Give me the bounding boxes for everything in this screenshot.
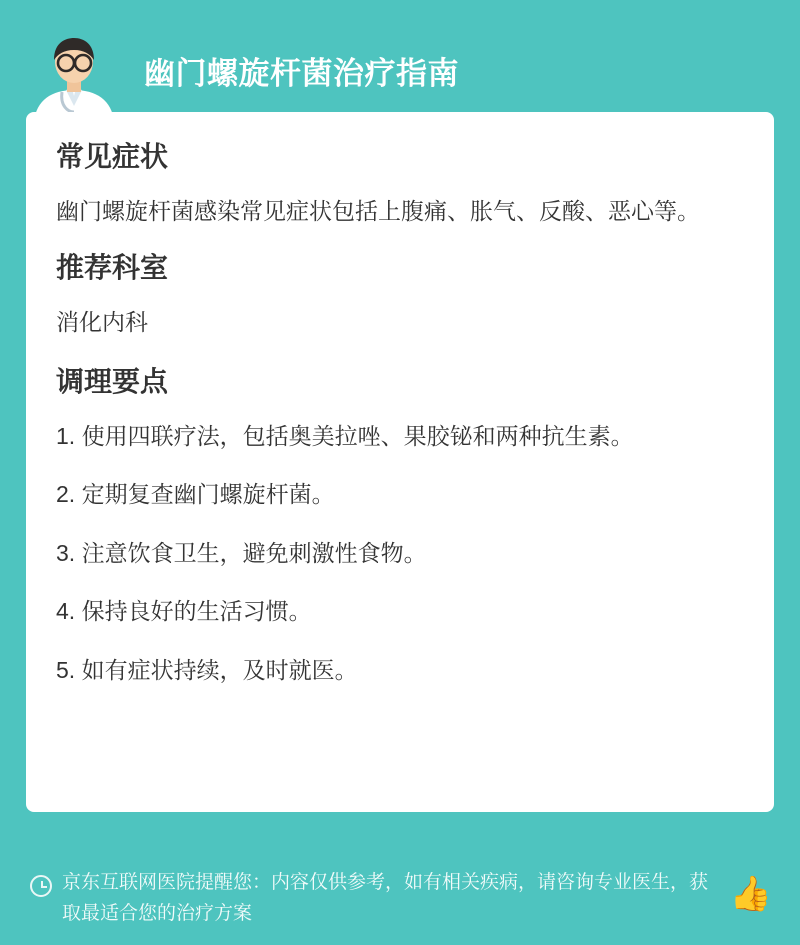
footer-disclaimer-bar <box>0 845 800 945</box>
doctor-avatar-icon <box>26 26 122 122</box>
section-heading-care-tips: 调理要点 <box>56 366 169 398</box>
thumbs-up-icon[interactable]: 👍 <box>729 875 773 913</box>
care-tips-list <box>56 419 744 688</box>
header <box>26 26 774 98</box>
section-text-department: 消化内科 <box>56 308 148 335</box>
list-item: 2. 定期复查幽门螺旋杆菌。 <box>56 481 335 508</box>
content-card <box>26 112 774 812</box>
section-text-symptoms: 幽门螺旋杆菌感染常见症状包括上腹痛、胀气、反酸、恶心等。 <box>56 197 700 224</box>
list-item: 3. 注意饮食卫生，避免刺激性食物。 <box>56 539 427 566</box>
list-item: 5. 如有症状持续，及时就医。 <box>56 656 358 683</box>
page-title: 幽门螺旋杆菌治疗指南 <box>144 56 459 91</box>
clock-icon <box>26 875 56 897</box>
list-item: 1. 使用四联疗法，包括奥美拉唑、果胶铋和两种抗生素。 <box>56 422 634 449</box>
list-item: 4. 保持良好的生活习惯。 <box>56 598 312 625</box>
section-heading-symptoms: 常见症状 <box>56 141 169 172</box>
section-heading-department: 推荐科室 <box>56 252 169 284</box>
disclaimer-text: 京东互联网医院提醒您：内容仅供参考，如有相关疾病，请咨询专业医生，获取最适合您的治疗方案 <box>62 872 709 925</box>
